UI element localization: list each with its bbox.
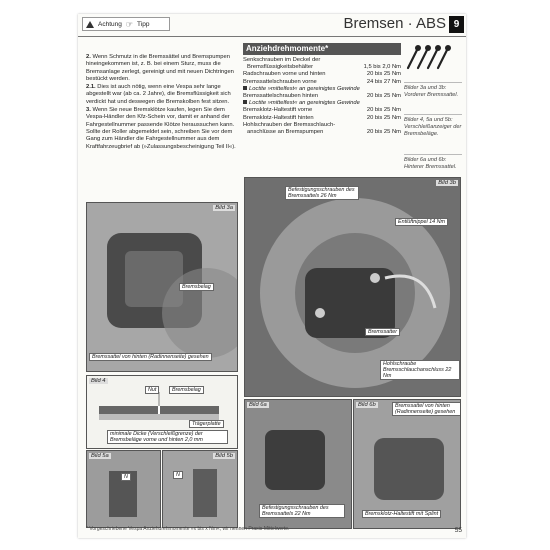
torque-title: Anziehdrehmomente* <box>243 43 401 55</box>
warning-icon <box>86 21 94 28</box>
callout-pad: Bremsbelag <box>169 386 204 394</box>
figure-label: Bild 5b <box>215 453 233 459</box>
figure-5b <box>162 450 238 528</box>
figure-label: Bild 6a <box>249 402 267 408</box>
figure-label: Bild 4 <box>91 378 106 384</box>
callout-rear-view: Bremssattel von hinten (Radinnenseite) gesehen <box>392 402 461 416</box>
caption-fig4-5: Bilder 4, 5a und 5b: Verschleißanzeiger der Bremsbeläge. <box>404 114 462 138</box>
callout-n: N <box>121 473 131 481</box>
brake-caliper-rear-view-photo <box>87 203 237 371</box>
callout-bleed-nipple: Entlüftnippel 14 Nm <box>395 218 448 226</box>
left-text-column <box>86 54 240 152</box>
paragraph-2: 2. Wenn Schmutz in die Bremssättel und Bremspumpen hineingekommen ist, z. B. bei einem Sturz, muss die Bremsanlage zerlegt, gereinigt und mit neuen Dichtringen bestückt werden. <box>86 54 234 82</box>
page-header <box>78 14 466 37</box>
paragraph-2-1: 2.1. Dies ist auch nötig, wenn eine Vespa sehr lange abgestellt war (ab ca. 2 Jahre), die Bremsflüssigkeit sich verdickt hat und deswegen die Bremskolben fest sitzen. <box>86 84 231 105</box>
torque-table <box>243 43 401 136</box>
footnote: * Vorgeschriebene Vespa Anziehdrehmomente »x bis x Nm«, wir nennen Praxis-Mittelwerte. <box>86 526 290 532</box>
torque-row: Bremsklotz-Haltestift vorne 20 bis 25 Nm <box>243 107 401 114</box>
torque-row: anschlüsse an Bremspumpen 20 bis 25 Nm <box>247 129 401 136</box>
callout-caliper-bolts: Befestigungsschrauben des Bremssattels 26 Nm <box>285 186 359 200</box>
figure-3a <box>86 202 238 372</box>
figure-label: Bild 6b <box>358 402 376 408</box>
caption-fig6: Bilder 6a und 6b: Hinterer Bremssattel. <box>404 154 462 171</box>
tip-hand-icon: ☞ <box>125 19 134 29</box>
callout-groove: Nut <box>145 386 159 394</box>
torque-row: Radschrauben vorne und hinten 20 bis 25 Nm <box>243 71 401 78</box>
callout-banjo-bolt: Hohlschraube Bremsschlauchanschluss 22 Nm <box>380 360 460 380</box>
callout-backing-plate: Trägerplatte <box>189 420 224 428</box>
torque-note: Loctite »mittelfest« an gereinigtes Gewinde <box>243 86 401 93</box>
torque-row: Hohlschrauben der Bremsschlauch- <box>243 121 336 128</box>
manual-page <box>78 14 466 538</box>
callout-n: N <box>173 471 183 479</box>
torque-row: Bremssattelschrauben vorne 24 bis 27 Nm <box>243 78 401 85</box>
figure-6a <box>244 399 352 529</box>
wrench-tools-icon <box>402 42 460 72</box>
bullet-square-icon <box>243 86 247 90</box>
paragraph-3: 3. Wenn Sie neue Bremsklötze kaufen, legen Sie dem Vespa-Händler den Kfz-Schein vor, damit er anhand der Fahrgestellnummer passende Klötze heraussuchen kann. Sollte der Roller abgemeldet sein, schreiben Sie vor dem Gang zum Händler die Fahrgestellnummer aus dem Kraftfahrzeugbrief ab (»Zulassungsbescheinigung Teil II«). <box>86 107 236 150</box>
section-title: Bremsen · ABS <box>343 15 446 32</box>
callout-brake-pad: Bremsbelag <box>179 283 214 291</box>
torque-row: Bremssattelschrauben hinten 20 bis 25 Nm <box>243 93 401 100</box>
torque-row: Bremsflüssigkeitsbehälter 1,5 bis 2,0 Nm <box>247 64 401 71</box>
callout-rear-caliper-bolts: Befestigungsschrauben des Bremssattels 22 Nm <box>259 504 345 518</box>
figure-label: Bild 3b <box>438 180 456 186</box>
page-number: 55 <box>454 527 462 534</box>
callout-min-thickness: minimale Dicke (Verschleißgrenze) der Bremsbeläge vorne und hinten 2,0 mm <box>107 430 228 444</box>
callout-pad-pin: Bremsklotz-Haltestift mit Splint <box>362 510 441 518</box>
chapter-number: 9 <box>449 16 464 33</box>
legend-tip-label: Tipp <box>137 20 150 28</box>
symbol-legend <box>82 17 170 31</box>
brake-pad-photo-5a <box>87 451 160 527</box>
figure-label: Bild 5a <box>91 453 109 459</box>
callout-caliper-view: Bremssattel von hinten (Radinnenseite) gesehen <box>89 353 212 361</box>
figure-label: Bild 3a <box>215 205 233 211</box>
torque-row: Bremsklotz-Haltestift hinten 20 bis 25 Nm <box>243 114 401 121</box>
figure-5a <box>86 450 161 528</box>
figure-3b <box>244 177 461 397</box>
torque-note: Loctite »mittelfest« an gereinigtes Gewinde <box>243 100 401 107</box>
caption-fig3: Bilder 3a und 3b: Vorderer Bremssattel. <box>404 82 462 99</box>
torque-row: Senkschrauben im Deckel der <box>243 57 321 63</box>
callout-caliper: Bremssatter <box>365 328 400 336</box>
legend-warning-label: Achtung <box>98 20 122 28</box>
figure-4 <box>86 375 238 449</box>
bullet-square-icon <box>243 100 247 104</box>
brake-pad-photo-5b <box>163 451 237 527</box>
figure-6b <box>353 399 461 529</box>
rear-caliper-photo-6b <box>354 400 460 528</box>
